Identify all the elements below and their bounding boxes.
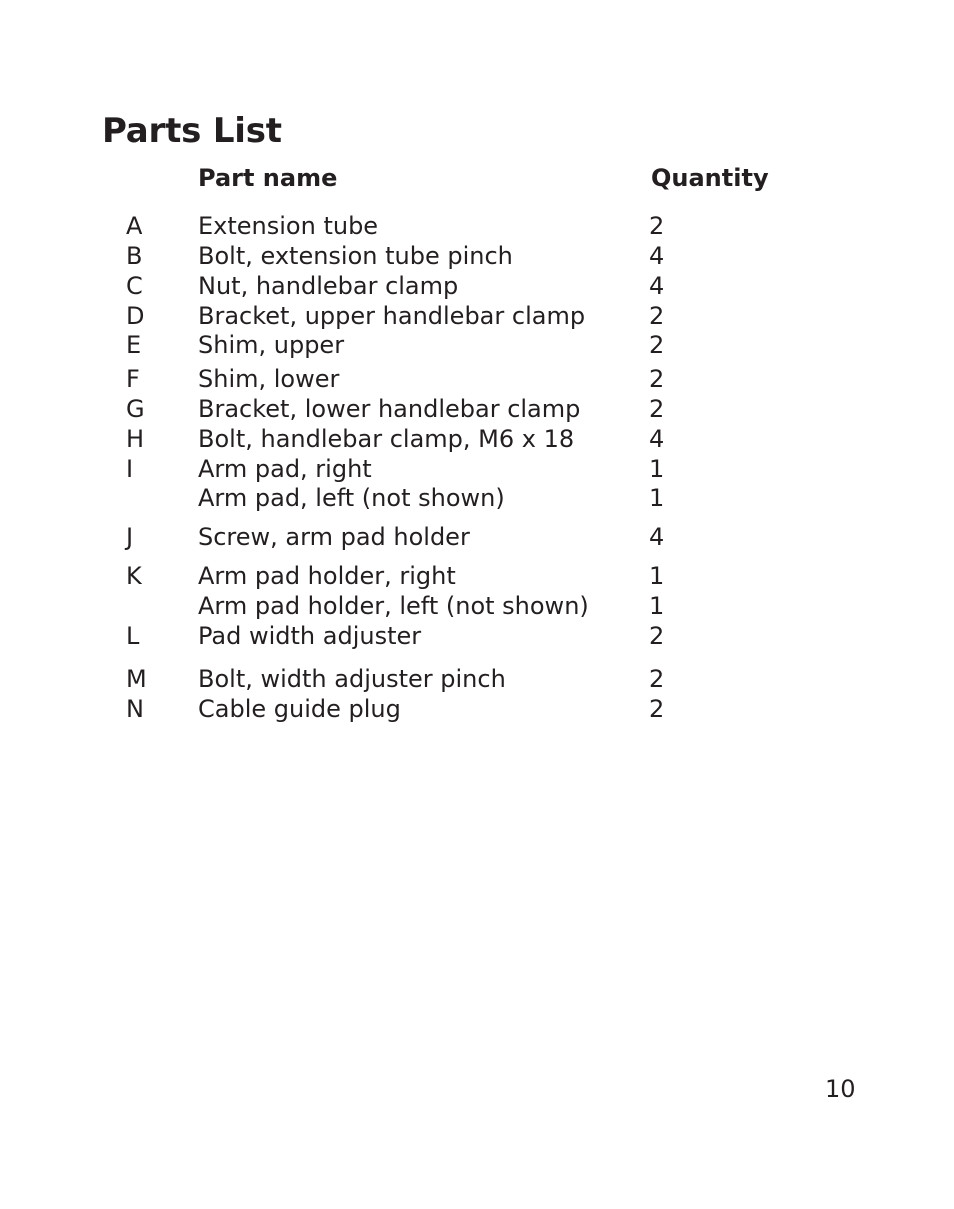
part-quantity: 2 (649, 302, 665, 330)
table-row (0, 271, 954, 301)
part-letter: F (126, 365, 140, 393)
part-name: Bracket, upper handlebar clamp (198, 302, 586, 330)
page-title: Parts List (102, 111, 282, 151)
part-name: Bracket, lower handlebar clamp (198, 395, 581, 423)
table-row (0, 694, 954, 724)
table-row (0, 483, 954, 513)
part-name: Arm pad holder, right (198, 562, 456, 590)
part-letter: N (126, 695, 144, 723)
part-letter: L (126, 622, 140, 650)
part-letter: A (126, 212, 143, 240)
table-row (0, 424, 954, 454)
part-quantity: 4 (649, 523, 665, 551)
part-quantity: 2 (649, 331, 665, 359)
part-quantity: 1 (649, 484, 665, 512)
part-quantity: 2 (649, 395, 665, 423)
part-name: Shim, lower (198, 365, 340, 393)
part-quantity: 2 (649, 622, 665, 650)
part-name: Nut, handlebar clamp (198, 272, 459, 300)
table-row (0, 301, 954, 331)
part-quantity: 1 (649, 562, 665, 590)
page-number: 10 (825, 1075, 856, 1103)
table-row (0, 664, 954, 694)
part-letter: D (126, 302, 145, 330)
part-quantity: 1 (649, 592, 665, 620)
table-row (0, 621, 954, 651)
part-letter: G (126, 395, 145, 423)
table-row (0, 454, 954, 484)
part-quantity: 4 (649, 425, 665, 453)
table-row (0, 394, 954, 424)
quantity-column-header: Quantity (651, 164, 769, 192)
part-name-column-header: Part name (198, 164, 338, 192)
part-name: Screw, arm pad holder (198, 523, 470, 551)
part-letter: C (126, 272, 143, 300)
part-name: Pad width adjuster (198, 622, 422, 650)
table-row (0, 211, 954, 241)
table-row (0, 241, 954, 271)
part-quantity: 4 (649, 272, 665, 300)
table-row (0, 364, 954, 394)
table-row (0, 591, 954, 621)
table-row (0, 522, 954, 552)
table-row (0, 330, 954, 360)
part-letter: B (126, 242, 143, 270)
part-quantity: 1 (649, 455, 665, 483)
part-name: Arm pad holder, left (not shown) (198, 592, 589, 620)
part-quantity: 2 (649, 695, 665, 723)
part-name: Arm pad, right (198, 455, 372, 483)
part-name: Bolt, extension tube pinch (198, 242, 513, 270)
part-quantity: 4 (649, 242, 665, 270)
part-letter: E (126, 331, 142, 359)
part-letter: I (126, 455, 134, 483)
part-name: Cable guide plug (198, 695, 401, 723)
part-letter: H (126, 425, 145, 453)
part-name: Bolt, width adjuster pinch (198, 665, 506, 693)
part-quantity: 2 (649, 665, 665, 693)
part-quantity: 2 (649, 365, 665, 393)
part-letter: M (126, 665, 147, 693)
table-row (0, 561, 954, 591)
part-name: Extension tube (198, 212, 379, 240)
part-quantity: 2 (649, 212, 665, 240)
part-name: Shim, upper (198, 331, 345, 359)
part-name: Arm pad, left (not shown) (198, 484, 505, 512)
part-letter: K (126, 562, 142, 590)
part-letter: J (126, 523, 134, 551)
part-name: Bolt, handlebar clamp, M6 x 18 (198, 425, 575, 453)
